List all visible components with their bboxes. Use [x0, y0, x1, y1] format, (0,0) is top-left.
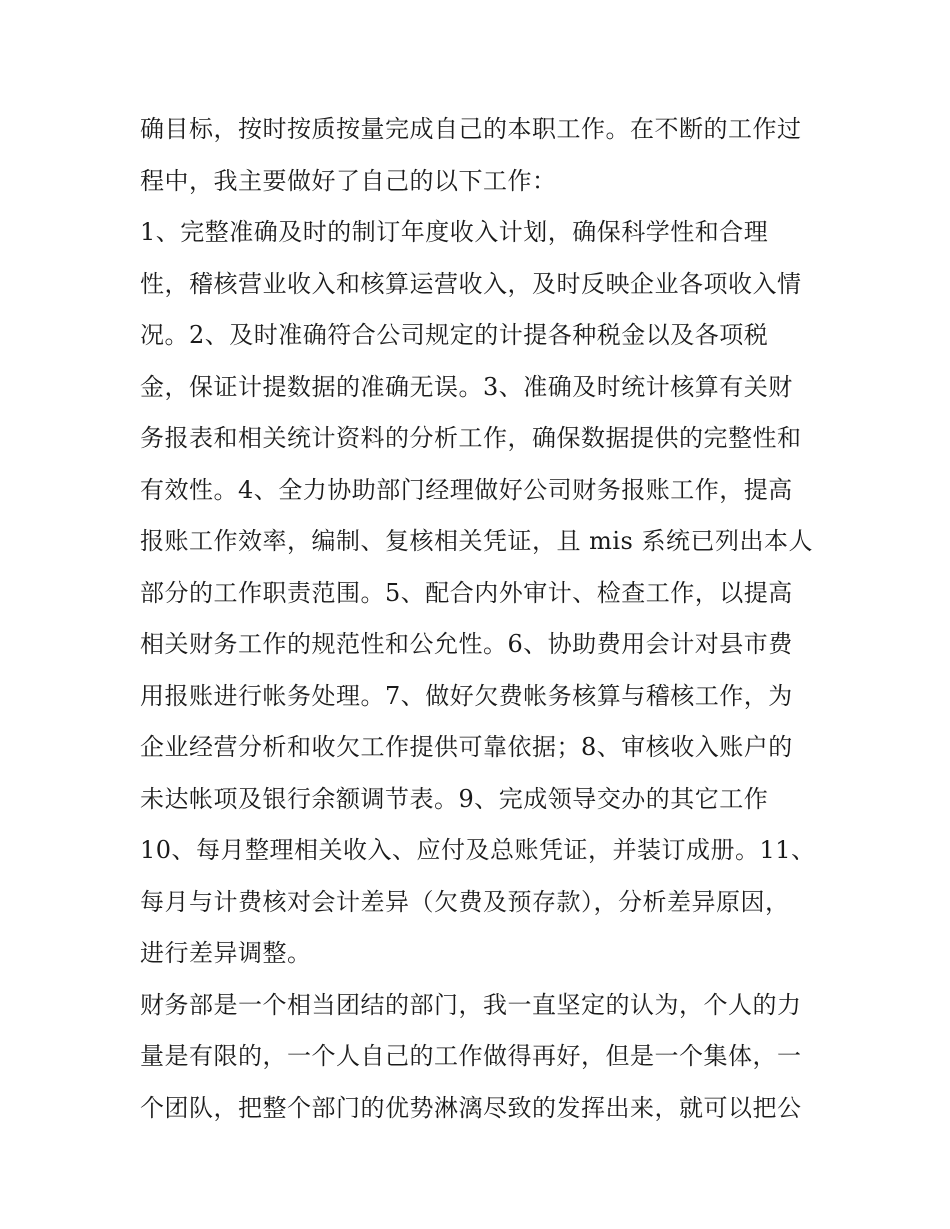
text-line: 有效性。4、全力协助部门经理做好公司财务报账工作，提高	[140, 475, 793, 504]
text-line: 用报账进行帐务处理。7、做好欠费帐务核算与稽核工作，为	[140, 681, 793, 710]
text-line: 金，保证计提数据的准确无误。3、准确及时统计核算有关财	[140, 372, 793, 401]
text-line: 企业经营分析和收欠工作提供可靠依据；8、审核收入账户的	[140, 733, 793, 761]
text-line: 每月与计费核对会计差异（欠费及预存款），分析差异原因，	[140, 887, 790, 916]
text-line: 程中，我主要做好了自己的以下工作：	[140, 166, 557, 195]
text-line: 确目标，按时按质按量完成自己的本职工作。在不断的工作过	[140, 115, 802, 143]
text-line: 1、完整准确及时的制订年度收入计划，确保科学性和合理	[140, 218, 769, 246]
text-line: 进行差异调整。	[140, 939, 312, 967]
document-body	[140, 104, 840, 1134]
text-line: 相关财务工作的规范性和公允性。6、协助费用会计对县市费	[140, 630, 793, 658]
text-line: 性，稽核营业收入和核算运营收入，及时反映企业各项收入情	[140, 269, 802, 298]
text-line: 量是有限的，一个人自己的工作做得再好，但是一个集体，一	[140, 1042, 802, 1070]
text-line: 10、每月整理相关收入、应付及总账凭证，并装订成册。11、	[140, 836, 816, 864]
text-line: 个团队，把整个部门的优势淋漓尽致的发挥出来，就可以把公	[140, 1093, 802, 1122]
text-line: 务报表和相关统计资料的分析工作，确保数据提供的完整性和	[140, 424, 802, 452]
text-line: 财务部是一个相当团结的部门，我一直坚定的认为，个人的力	[140, 990, 802, 1019]
text-line: 况。2、及时准确符合公司规定的计提各种税金以及各项税	[140, 321, 769, 349]
text-line: 报账工作效率，编制、复核相关凭证，且 mis 系统已列出本人	[140, 527, 814, 555]
text-line: 部分的工作职责范围。5、配合内外审计、检查工作，以提高	[140, 578, 793, 607]
text-line: 未达帐项及银行余额调节表。9、完成领导交办的其它工作	[140, 784, 769, 813]
